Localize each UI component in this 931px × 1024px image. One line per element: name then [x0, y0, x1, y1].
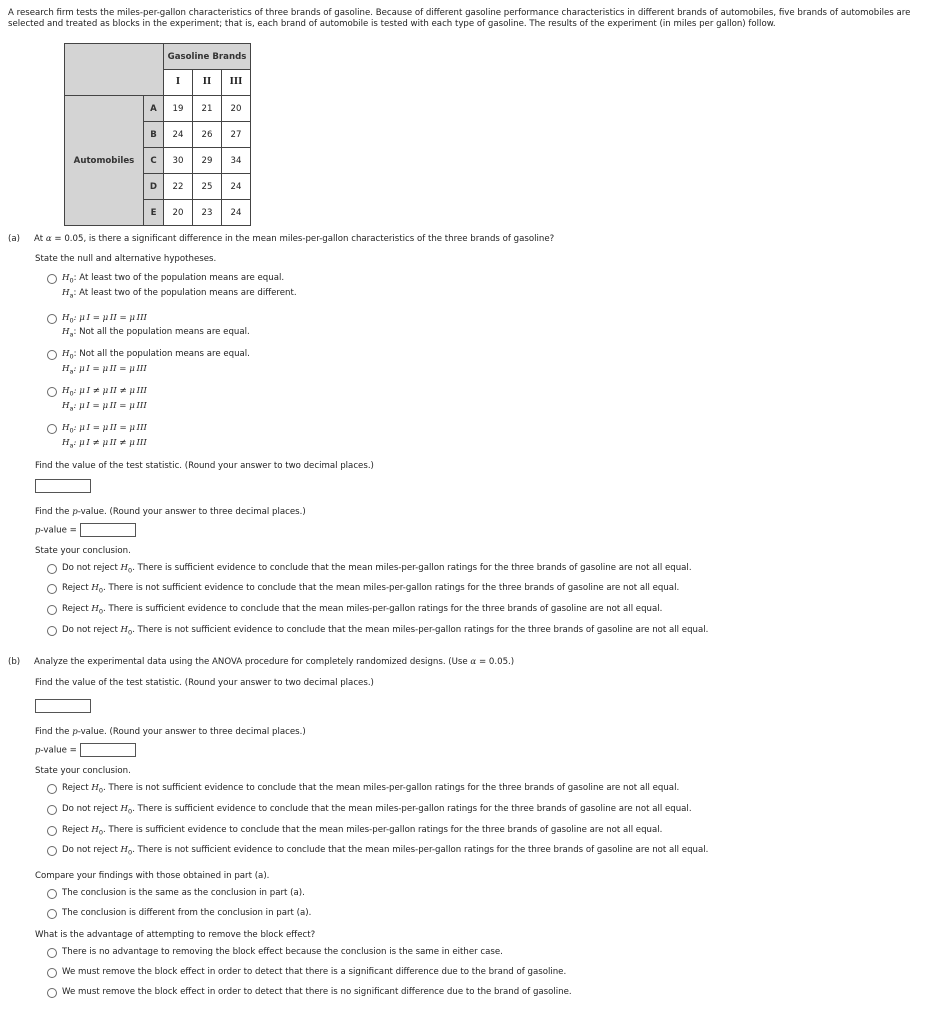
radio-button[interactable]: [47, 564, 57, 574]
part-a-label: (a): [8, 234, 20, 245]
radio-button[interactable]: [47, 948, 57, 958]
hyp-option-3[interactable]: $H_0$: Not all the population means are equal. $H_a$: μ I = μ II = μ III: [47, 349, 921, 376]
conclusion-prompt: State your conclusion.: [35, 545, 131, 556]
part-b-question: (b) Analyze the experimental data using the ANOVA procedure for completely randomized designs. (Use α = 0.05.): [8, 656, 515, 667]
radio-button[interactable]: [47, 805, 57, 815]
advantage-prompt: What is the advantage of attempting to remove the block effect?: [35, 930, 316, 941]
p-value-row: p-value =: [35, 523, 921, 537]
table-cell: 22: [164, 174, 193, 200]
part-a: [8, 234, 921, 636]
radio-button[interactable]: [47, 605, 57, 615]
part-a-question: (a) At α = 0.05, is there a significant difference in the mean miles-per-gallon characteristics of the three brands of gasoline?: [8, 234, 555, 245]
test-statistic-input-b[interactable]: [35, 699, 91, 713]
row-label: E: [144, 200, 164, 226]
radio-button[interactable]: [47, 784, 57, 794]
hyp-option-2[interactable]: $H_0$: μ I = μ II = μ III $H_a$: Not all the population means are equal.: [47, 313, 921, 340]
radio-button[interactable]: [47, 889, 57, 899]
conclusion-option-b2[interactable]: Do not reject $H_0$. There is sufficient evidence to conclude that the mean miles-per-gallon ratings for the three brands of gasoline are not all equal.: [47, 804, 921, 816]
p-value-input-b[interactable]: [80, 743, 136, 757]
hyp-option-5[interactable]: $H_0$: μ I = μ II = μ III $H_a$: μ I ≠ μ II ≠ μ III: [47, 423, 921, 450]
radio-button[interactable]: [47, 988, 57, 998]
conclusion-option-b3[interactable]: Reject $H_0$. There is sufficient evidence to conclude that the mean miles-per-gallon ratings for the three brands of gasoline are not all equal.: [47, 825, 921, 837]
problem-intro: A research firm tests the miles-per-gallon characteristics of three brands of gasoline. Because of different gasoline performance characteristics in different brands of automobiles, five brands of automobiles are selected and treated as blocks in the experiment; that is, each brand of automobile is tested with each type of gasoline. The results of the experiment (in miles per gallon) follow.: [8, 8, 911, 29]
p-value-prompt: Find the p-value. (Round your answer to three decimal places.): [35, 507, 306, 518]
radio-button[interactable]: [47, 387, 57, 397]
table-cell: 24: [222, 174, 251, 200]
table-cell: 26: [193, 122, 222, 148]
radio-button[interactable]: [47, 826, 57, 836]
table-cell: 34: [222, 148, 251, 174]
row-label: A: [144, 96, 164, 122]
hyp-option-1[interactable]: $H_0$: At least two of the population means are equal. $H_a$: At least two of the population means are different.: [47, 273, 921, 300]
radio-button[interactable]: [47, 584, 57, 594]
conclusion-option-b1[interactable]: Reject $H_0$. There is not sufficient evidence to conclude that the mean miles-per-gallon ratings for the three brands of gasoline are not all equal.: [47, 783, 921, 795]
p-value-prompt-b: Find the p-value. (Round your answer to three decimal places.): [35, 727, 306, 738]
conclusion-option-1[interactable]: Do not reject $H_0$. There is sufficient evidence to conclude that the mean miles-per-gallon ratings for the three brands of gasoline are not all equal.: [47, 563, 921, 575]
compare-option-1[interactable]: The conclusion is the same as the conclusion in part (a).: [47, 888, 921, 899]
radio-button[interactable]: [47, 274, 57, 284]
row-group-label: Automobiles: [65, 96, 144, 226]
conclusion-option-4[interactable]: Do not reject $H_0$. There is not sufficient evidence to conclude that the mean miles-per-gallon ratings for the three brands of gasoline are not all equal.: [47, 625, 921, 637]
radio-button[interactable]: [47, 314, 57, 324]
table-cell: 19: [164, 96, 193, 122]
advantage-option-3[interactable]: We must remove the block effect in order to detect that there is no significant difference due to the brand of gasoline.: [47, 987, 921, 998]
compare-prompt: Compare your findings with those obtained in part (a).: [35, 871, 270, 882]
p-value-input[interactable]: [80, 523, 136, 537]
table-cell: 23: [193, 200, 222, 226]
part-b-label: (b): [8, 656, 21, 667]
radio-button[interactable]: [47, 909, 57, 919]
table-cell: 21: [193, 96, 222, 122]
table-cell: 24: [164, 122, 193, 148]
compare-option-2[interactable]: The conclusion is different from the conclusion in part (a).: [47, 908, 921, 919]
row-label: D: [144, 174, 164, 200]
table-header-gasoline: Gasoline Brands: [164, 44, 251, 70]
test-statistic-prompt-b: Find the value of the test statistic. (Round your answer to two decimal places.): [35, 677, 374, 688]
radio-button[interactable]: [47, 350, 57, 360]
radio-button[interactable]: [47, 846, 57, 856]
radio-button[interactable]: [47, 626, 57, 636]
advantage-option-1[interactable]: There is no advantage to removing the block effect because the conclusion is the same in either case.: [47, 947, 921, 958]
col-header: I: [164, 70, 193, 96]
table-cell: 29: [193, 148, 222, 174]
conclusion-option-b4[interactable]: Do not reject $H_0$. There is not sufficient evidence to conclude that the mean miles-per-gallon ratings for the three brands of gasoline are not all equal.: [47, 845, 921, 857]
table-cell: 20: [164, 200, 193, 226]
advantage-option-2[interactable]: We must remove the block effect in order to detect that there is a significant difference due to the brand of gasoline.: [47, 967, 921, 978]
row-label: B: [144, 122, 164, 148]
table-cell: 27: [222, 122, 251, 148]
table-cell: 24: [222, 200, 251, 226]
data-table: [64, 43, 251, 226]
col-header: II: [193, 70, 222, 96]
radio-button[interactable]: [47, 968, 57, 978]
part-b: [8, 657, 921, 997]
conclusion-option-3[interactable]: Reject $H_0$. There is sufficient evidence to conclude that the mean miles-per-gallon ratings for the three brands of gasoline are not all equal.: [47, 604, 921, 616]
p-value-row-b: p-value =: [35, 743, 921, 757]
row-label: C: [144, 148, 164, 174]
test-statistic-input[interactable]: [35, 479, 91, 493]
radio-button[interactable]: [47, 424, 57, 434]
test-statistic-prompt: Find the value of the test statistic. (Round your answer to two decimal places.): [35, 461, 374, 472]
table-cell: 20: [222, 96, 251, 122]
table-corner: [65, 44, 164, 96]
col-header: III: [222, 70, 251, 96]
conclusion-prompt-b: State your conclusion.: [35, 766, 131, 777]
hyp-option-4[interactable]: $H_0$: μ I ≠ μ II ≠ μ III $H_a$: μ I = μ II = μ III: [47, 386, 921, 413]
table-cell: 30: [164, 148, 193, 174]
hyp-prompt: State the null and alternative hypotheses.: [35, 254, 217, 265]
table-cell: 25: [193, 174, 222, 200]
conclusion-option-2[interactable]: Reject $H_0$. There is not sufficient evidence to conclude that the mean miles-per-gallon ratings for the three brands of gasoline are not all equal.: [47, 583, 921, 595]
